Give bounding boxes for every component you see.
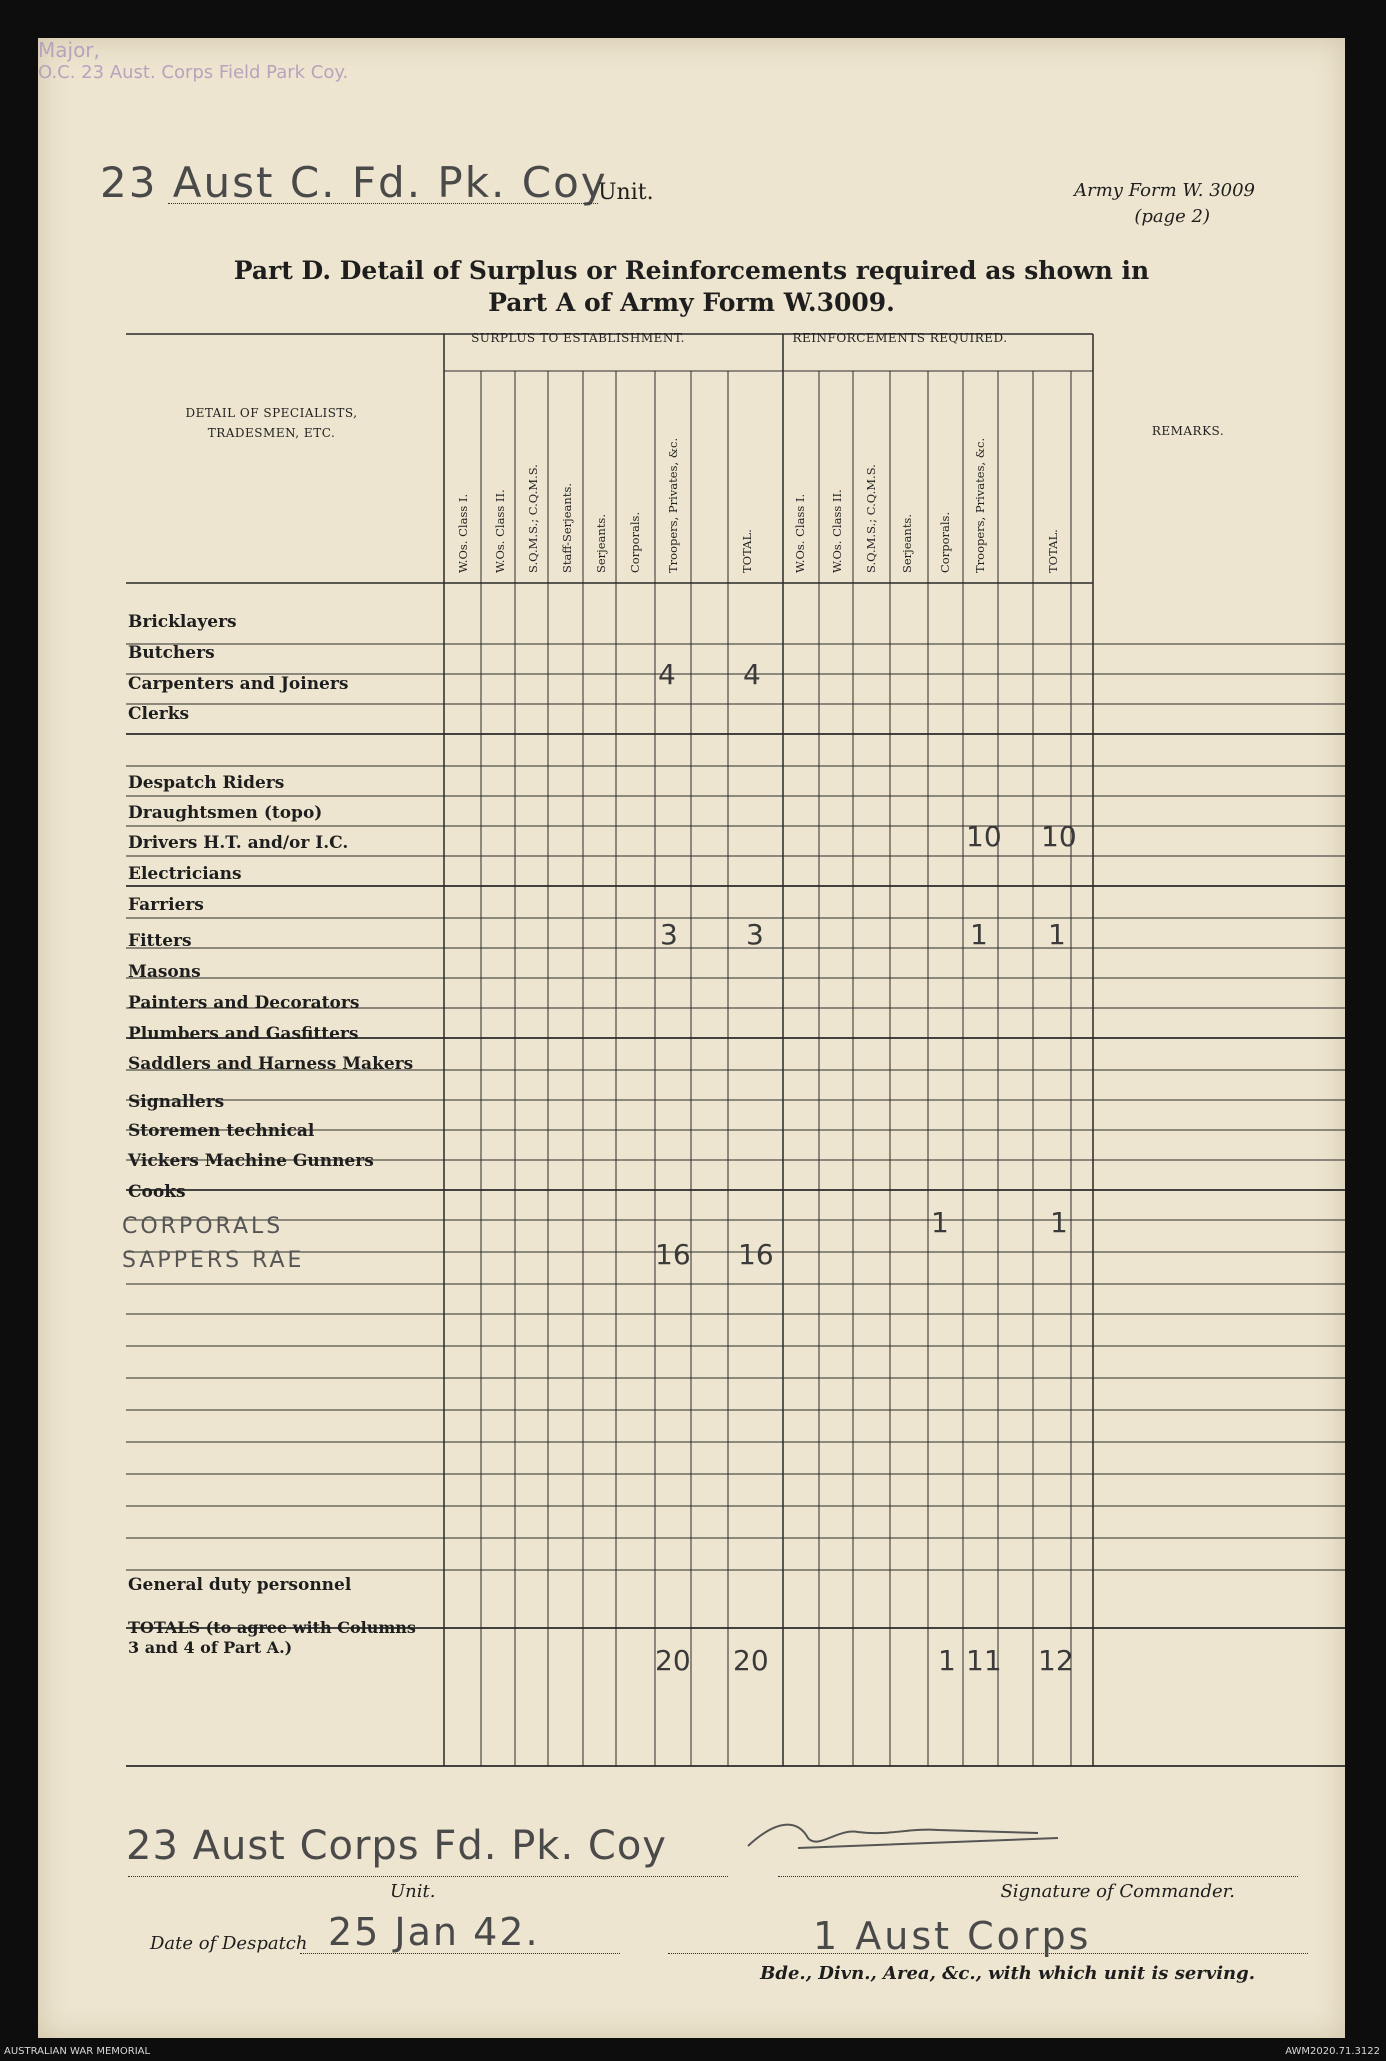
row-label-despatch-riders: Despatch Riders [128, 773, 285, 793]
row-label-electricians: Electricians [128, 864, 242, 884]
surplus-column-header: W.Os. Class I. [456, 493, 470, 573]
signature-scribble [738, 1808, 1078, 1868]
reinforcement-column-header: S.Q.M.S.; C.Q.M.S. [864, 464, 878, 573]
row-label-bricklayers: Bricklayers [128, 612, 237, 632]
row-label-masons: Masons [128, 962, 201, 982]
signature-line [778, 1876, 1298, 1877]
entry-fitters-total: 3 [746, 918, 764, 951]
detail-header-2: TRADESMEN, ETC. [207, 426, 336, 440]
row-label-drivers-h-t-and-or-i-c: Drivers H.T. and/or I.C. [128, 833, 349, 853]
entry-totals-reinf-total: 12 [1038, 1644, 1074, 1677]
handwritten-row-label: SAPPERS RAE [122, 1248, 305, 1273]
row-label-painters-and-decorators: Painters and Decorators [128, 993, 360, 1013]
entry-sappers-troopers: 16 [655, 1238, 691, 1271]
surplus-column-header: Staff-Serjeants. [560, 483, 574, 573]
entry-carpenters-troopers: 4 [658, 658, 676, 691]
entry-totals-total: 20 [733, 1644, 769, 1677]
row-label-fitters: Fitters [128, 931, 192, 951]
totals-label-1: TOTALS (to agree with Columns [128, 1618, 416, 1637]
form-title-line2: Part A of Army Form W.3009. [488, 288, 895, 317]
date-label: Date of Despatch [150, 1933, 308, 1954]
totals-label-2: 3 and 4 of Part A.) [128, 1638, 293, 1657]
bde-label: Bde., Divn., Area, &c., with which unit is serving. [760, 1963, 1255, 1984]
general-duty-label: General duty personnel [128, 1575, 352, 1595]
entry-drivers-reinf-total: 10 [1041, 820, 1077, 853]
signature-label: Signature of Commander. [1000, 1881, 1235, 1902]
row-label-clerks: Clerks [128, 704, 190, 724]
row-label-butchers: Butchers [128, 643, 215, 663]
row-label-draughtsmen-topo: Draughtsmen (topo) [128, 803, 323, 823]
surplus-column-header: Serjeants. [594, 514, 608, 573]
credit-right: AWM2020.71.3122 [1285, 2046, 1380, 2057]
entry-fitters-reinf-total: 1 [1048, 918, 1066, 951]
entry-totals-reinf-corporals: 1 [938, 1644, 956, 1677]
footer-unit-line [128, 1876, 728, 1877]
entry-carpenters-total: 4 [743, 658, 761, 691]
surplus-column-header: Troopers, Privates, &c. [666, 437, 680, 573]
reinforcement-column-header: Troopers, Privates, &c. [973, 437, 987, 573]
surplus-column-header: Corporals. [628, 511, 642, 573]
bde-handwritten: 1 Aust Corps [813, 1914, 1092, 1958]
entry-corporals-reinf-corporals: 1 [931, 1206, 949, 1239]
reinforcements-header: REINFORCEMENTS REQUIRED. [792, 331, 1008, 345]
form-page-number: (page 2) [1134, 206, 1210, 227]
row-label-farriers: Farriers [128, 895, 204, 915]
reinforcement-column-header: W.Os. Class I. [793, 493, 807, 573]
row-label-signallers: Signallers [128, 1092, 225, 1112]
surplus-column-header: S.Q.M.S.; C.Q.M.S. [526, 464, 540, 573]
surplus-column-header: TOTAL. [740, 529, 754, 573]
row-label-vickers-machine-gunners: Vickers Machine Gunners [128, 1151, 374, 1171]
form-page [38, 38, 1345, 2038]
footer-unit-label: Unit. [390, 1881, 436, 1902]
stamp-rank: Major, [38, 38, 100, 62]
surplus-header: SURPLUS TO ESTABLISHMENT. [471, 331, 685, 345]
unit-handwritten: 23 Aust C. Fd. Pk. Coy [100, 158, 608, 207]
entry-sappers-total: 16 [738, 1238, 774, 1271]
entry-fitters-reinf-troopers: 1 [970, 918, 988, 951]
entry-totals-troopers: 20 [655, 1644, 691, 1677]
entry-corporals-reinf-total: 1 [1050, 1206, 1068, 1239]
row-label-plumbers-and-gasfitters: Plumbers and Gasfitters [128, 1024, 359, 1044]
reinforcement-column-header: Corporals. [938, 511, 952, 573]
row-label-storemen-technical: Storemen technical [128, 1121, 315, 1141]
row-label-saddlers-and-harness-makers: Saddlers and Harness Makers [128, 1054, 414, 1074]
form-title: Part D. Detail of Surplus or Reinforcements required as shown in [233, 256, 1150, 285]
row-label-cooks: Cooks [128, 1182, 186, 1202]
reinforcement-column-header: TOTAL. [1046, 529, 1060, 573]
form-id: Army Form W. 3009 [1074, 180, 1255, 201]
stamp-unit: O.C. 23 Aust. Corps Field Park Coy. [38, 62, 349, 83]
detail-header: DETAIL OF SPECIALISTS, [185, 406, 358, 420]
credit-left: AUSTRALIAN WAR MEMORIAL [4, 2046, 151, 2057]
entry-fitters-troopers: 3 [660, 918, 678, 951]
handwritten-row-label: CORPORALS [122, 1214, 284, 1239]
date-handwritten: 25 Jan 42. [328, 1910, 540, 1954]
surplus-column-header: W.Os. Class II. [493, 489, 507, 573]
entry-drivers-reinf-troopers: 10 [966, 820, 1002, 853]
footer-unit-handwritten: 23 Aust Corps Fd. Pk. Coy [126, 1823, 667, 1869]
entry-totals-reinf-troopers: 11 [966, 1644, 1002, 1677]
reinforcement-column-header: Serjeants. [900, 514, 914, 573]
reinforcement-column-header: W.Os. Class II. [830, 489, 844, 573]
unit-label: Unit. [598, 180, 654, 205]
row-label-carpenters-and-joiners: Carpenters and Joiners [128, 674, 349, 694]
remarks-header: REMARKS. [1151, 424, 1225, 438]
